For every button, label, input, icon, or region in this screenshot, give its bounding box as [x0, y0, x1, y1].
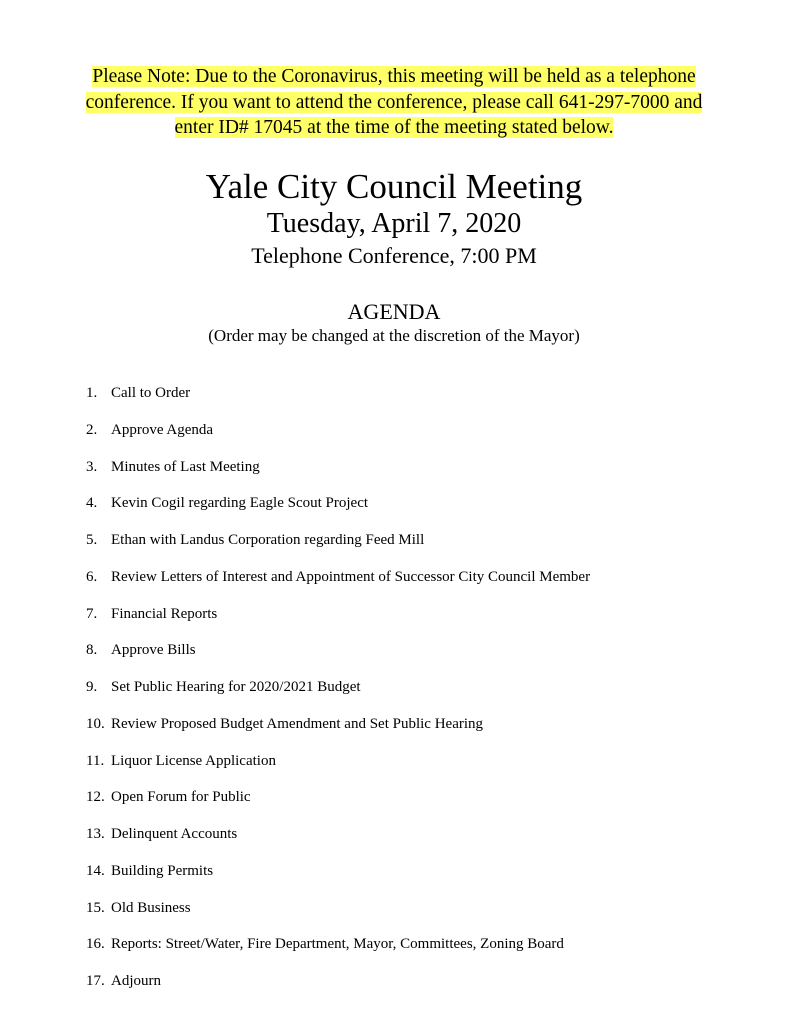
agenda-item — [86, 419, 766, 456]
agenda-item-text: Building Permits — [111, 862, 214, 879]
agenda-item-text: Financial Reports — [111, 605, 218, 622]
agenda-item-number: 5. — [86, 532, 98, 548]
agenda-item-text: Delinquent Accounts — [111, 826, 238, 842]
agenda-item — [86, 492, 766, 529]
agenda-item-number: 16. — [86, 936, 105, 953]
agenda-item-number: 17. — [86, 973, 105, 989]
agenda-item-number: 3. — [86, 458, 98, 475]
agenda-item-text: Ethan with Landus Corporation regarding Feed Mill — [111, 532, 425, 548]
agenda-item — [86, 970, 766, 1007]
agenda-item-text: Old Business — [111, 899, 191, 916]
agenda-item-text: Minutes of Last Meeting — [111, 458, 260, 475]
agenda-item-text: Liquor License Application — [111, 752, 276, 769]
agenda-subheading: (Order may be changed at the discretion of the Mayor) — [208, 326, 580, 345]
agenda-heading: AGENDA — [347, 299, 441, 324]
agenda-item-number: 4. — [86, 495, 98, 512]
agenda-item-text: Approve Bills — [111, 642, 196, 659]
agenda-item-text: Review Proposed Budget Amendment and Set Public Hearing — [111, 715, 484, 732]
agenda-item-number: 9. — [86, 679, 98, 695]
agenda-item-text: Approve Agenda — [111, 421, 214, 438]
notice-line: conference. If you want to attend the conference, please call 641-297-7000 and — [85, 91, 703, 113]
coronavirus-notice — [0, 64, 788, 141]
meeting-date: Tuesday, April 7, 2020 — [266, 208, 522, 239]
agenda-item — [86, 676, 766, 713]
agenda-item-number: 1. — [86, 385, 98, 401]
agenda-item — [86, 566, 766, 603]
agenda-item-number: 7. — [86, 605, 98, 622]
agenda-item — [86, 639, 766, 676]
agenda-item-number: 12. — [86, 789, 105, 806]
agenda-item-text: Reports: Street/Water, Fire Department, Mayor, Committees, Zoning Board — [111, 936, 564, 953]
meeting-title: Yale City Council Meeting — [205, 167, 583, 206]
agenda-item — [86, 713, 766, 750]
agenda-item-number: 8. — [86, 642, 98, 659]
notice-line: Please Note: Due to the Coronavirus, this meeting will be held as a telephone — [92, 66, 696, 87]
agenda-item — [86, 750, 766, 787]
agenda-item — [86, 456, 766, 493]
agenda-item — [86, 529, 766, 566]
notice-line: enter ID# 17045 at the time of the meeting stated below. — [174, 117, 614, 138]
agenda-item-text: Kevin Cogil regarding Eagle Scout Project — [111, 495, 369, 512]
agenda-item-number: 14. — [86, 862, 105, 879]
agenda-item — [86, 823, 766, 860]
agenda-item-text: Call to Order — [111, 385, 191, 401]
agenda-item-number: 11. — [86, 752, 105, 769]
agenda-item-number: 15. — [86, 899, 105, 916]
agenda-item-text: Review Letters of Interest and Appointment of Successor City Council Member — [111, 568, 591, 585]
agenda-item — [86, 933, 766, 970]
agenda-item — [86, 786, 766, 823]
agenda-item-number: 6. — [86, 568, 98, 585]
agenda-item — [86, 603, 766, 640]
agenda-item-number: 13. — [86, 826, 105, 842]
agenda-item-text: Open Forum for Public — [111, 789, 251, 806]
agenda-item-number: 2. — [86, 421, 98, 438]
agenda-item-text: Set Public Hearing for 2020/2021 Budget — [111, 679, 361, 695]
agenda-list — [86, 382, 766, 1007]
agenda-item — [86, 897, 766, 934]
agenda-item — [86, 860, 766, 897]
meeting-location: Telephone Conference, 7:00 PM — [251, 243, 537, 268]
agenda-item-text: Adjourn — [111, 973, 161, 989]
agenda-item — [86, 382, 766, 419]
agenda-item-number: 10. — [86, 715, 105, 732]
